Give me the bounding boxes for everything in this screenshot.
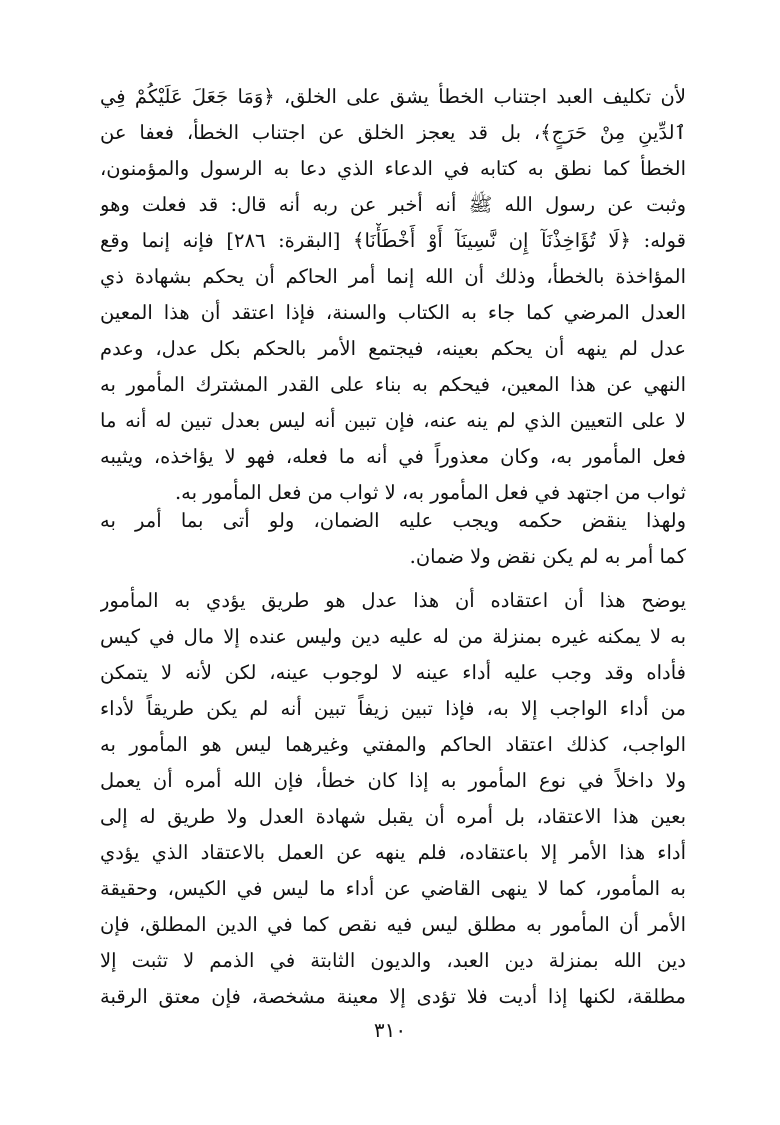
text-line: مطلقة، لكنها إذا أديت فلا تؤدى إلا معينة مشخصة، فإن معتق الرقبة [100, 985, 686, 1008]
text-line: فعل المأمور به، وكان معذوراً في أنه ما فعله، فهو لا يؤاخذه، ويثيبه [100, 445, 686, 468]
text-line: ولا داخلاً في نوع المأمور به إذا كان خطأ، فإن الله أمره أن يعمل [100, 769, 686, 792]
text-line: كما أمر به لم يكن نقض ولا ضمان. [409, 545, 686, 568]
text-line: العدل المرضي كما جاء به الكتاب والسنة، فإذا اعتقد أن هذا المعين [100, 301, 686, 324]
paragraph-3 [100, 583, 686, 1015]
text-line: ٱلدِّينِ مِنْ حَرَجٍ﴾، بل قد يعجز الخلق عن اجتناب الخطأ، فعفا عن [100, 121, 686, 144]
text-line: المؤاخذة بالخطأ، وذلك أن الله إنما أمر الحاكم أن يحكم بشهادة ذي [100, 265, 686, 288]
text-line: ولهذا ينقض حكمه ويجب عليه الضمان، ولو أتى بما أمر به [100, 509, 686, 532]
text-line: لأن تكليف العبد اجتناب الخطأ يشق على الخلق، ﴿وَمَا جَعَلَ عَلَيْكُمْ فِي [100, 85, 686, 108]
text-line: به المأمور، كما لا ينهى القاضي عن أداء ما ليس في الكيس، وحقيقة [100, 877, 686, 900]
text-line: أداء هذا الأمر إلا باعتقاده، فلم ينهه عن العمل بالاعتقاد الذي يؤدي [100, 841, 686, 864]
page-number: ٣١٠ [373, 1018, 407, 1042]
text-line: قوله: ﴿لَا تُؤَاخِذْنَآ إِن نَّسِينَآ أَوْ أَخْطَأْنَا﴾ [البقرة: ٢٨٦] فإنه إنما وقع [100, 229, 686, 252]
text-line: بعين هذا الاعتقاد، بل أمره أن يقبل شهادة العدل ولا طريق له إلى [100, 805, 686, 828]
paragraph-2 [100, 503, 686, 575]
text-line: فأداه وقد وجب عليه أداء عينه لا لوجوب عينه، لكن لأنه لا يتمكن [100, 661, 686, 684]
paragraph-1 [100, 79, 686, 511]
text-line: دين الله بمنزلة دين العبد، والديون الثابتة في الذمم لا تثبت إلا [100, 949, 686, 972]
text-line: به لا يمكنه غيره بمنزلة من له عليه دين وليس عنده إلا مال في كيس [100, 625, 686, 648]
text-line: ثواب من اجتهد في فعل المأمور به، لا ثواب من فعل المأمور به. [174, 481, 686, 504]
text-line: النهي عن هذا المعين، فيحكم به بناء على القدر المشترك المأمور به [100, 373, 686, 396]
text-line: لا على التعيين الذي لم ينه عنه، فإن تبين أنه ليس بعدل تبين له أنه ما [100, 409, 686, 432]
text-line: وثبت عن رسول الله ﷺ أنه أخبر عن ربه أنه قال: قد فعلت وهو [100, 193, 686, 216]
text-line: الخطأ كما نطق به كتابه في الدعاء الذي دعا به الرسول والمؤمنون، [100, 157, 686, 180]
text-line: الأمر أن المأمور به مطلق ليس فيه نقص كما في الدين المطلق، فإن [100, 913, 686, 936]
text-line: الواجب، كذلك اعتقاد الحاكم والمفتي وغيرهما ليس هو المأمور به [100, 733, 686, 756]
text-line: عدل لم ينهه أن يحكم بعينه، فيجتمع الأمر بالحكم بكل عدل، وعدم [100, 337, 686, 360]
text-line: يوضح هذا أن اعتقاده أن هذا عدل هو طريق يؤدي به المأمور [100, 589, 686, 612]
text-line: من أداء الواجب إلا به، فإذا تبين زيفاً تبين أنه لم يكن طريقاً لأداء [100, 697, 686, 720]
